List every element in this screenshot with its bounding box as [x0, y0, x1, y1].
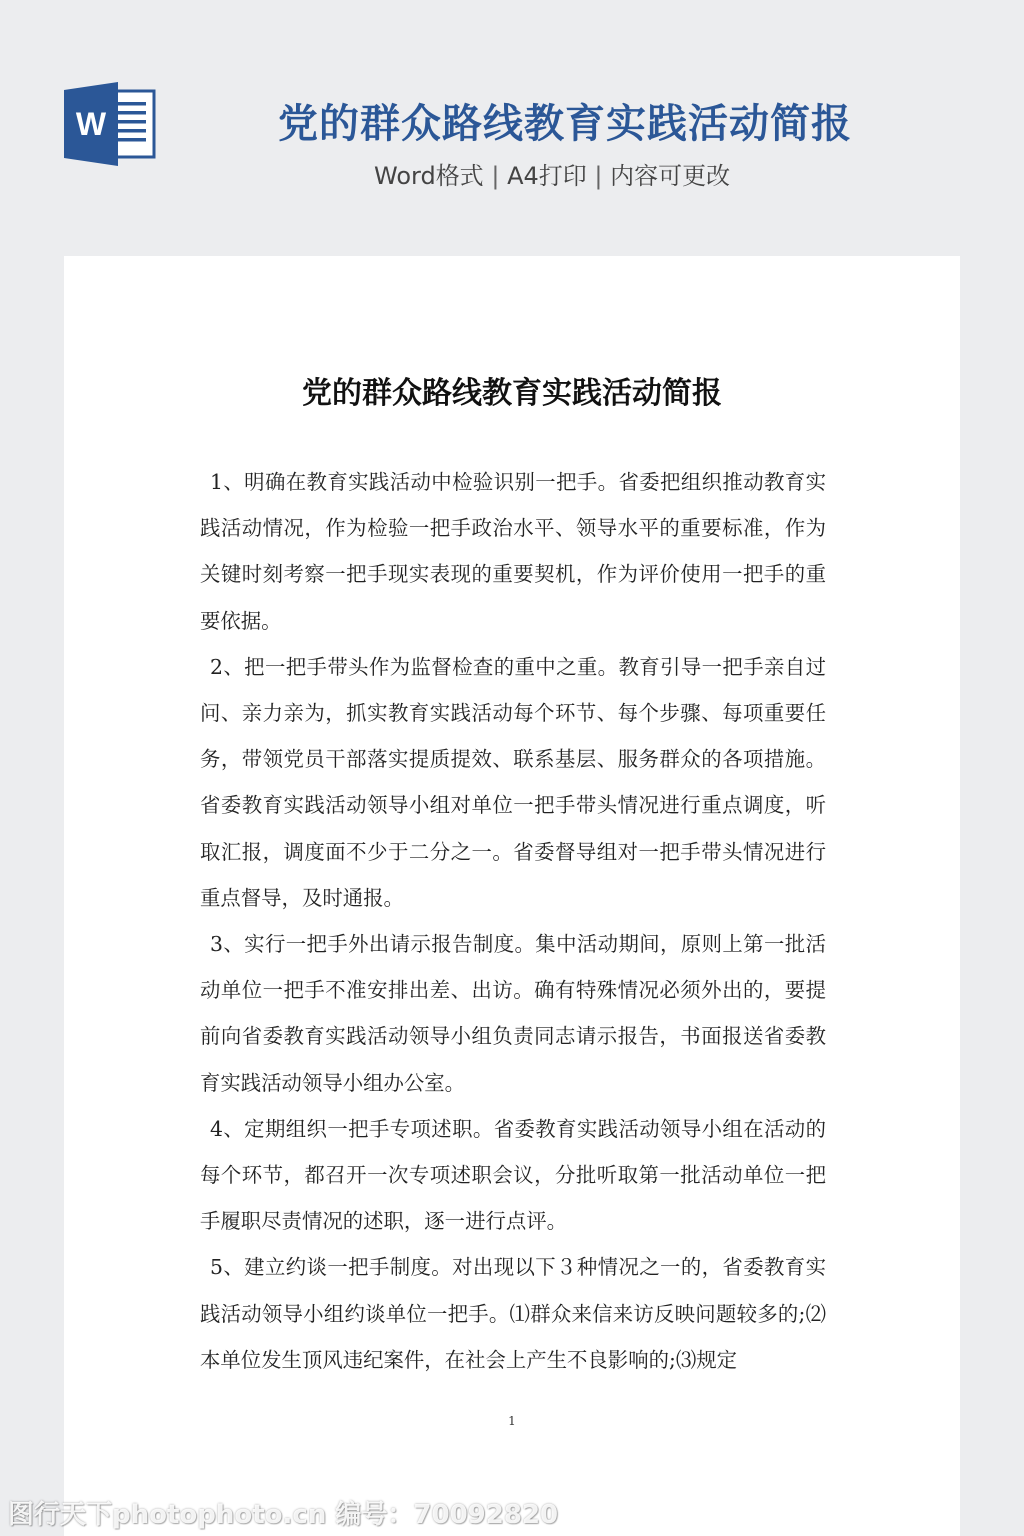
page-number: 1 — [508, 1414, 516, 1428]
banner-subtitle — [374, 156, 730, 191]
document-title: 党的群众路线教育实践活动简报 — [302, 376, 722, 411]
document-body — [200, 459, 826, 1383]
subtitle-format: Word格式 — [374, 162, 484, 190]
document-page — [64, 256, 960, 1536]
paragraph-1: 1、明确在教育实践活动中检验识别一把手。省委把组织推动教育实践活动情况，作为检验一把手政治水平、领导水平的重要标准，作为关键时刻考察一把手现实表现的重要契机，作为评价使用一把手的重要依据。 — [200, 470, 826, 633]
banner-title: 党的群众路线教育实践活动简报 — [278, 101, 852, 147]
paragraph-5: 5、建立约谈一把手制度。对出现以下３种情况之一的，省委教育实践活动领导小组约谈单位一把手。⑴群众来信来访反映问题较多的;⑵本单位发生顶风违纪案件，在社会上产生不良影响的;⑶规定 — [200, 1255, 826, 1372]
subtitle-print: A4打印 — [507, 162, 587, 190]
paragraph-2: 2、把一把手带头作为监督检查的重中之重。教育引导一把手亲自过问、亲力亲为，抓实教育实践活动每个环节、每个步骤、每项重要任务，带领党员干部落实提质提效、联系基层、服务群众的各项措施。省委教育实践活动领导小组对单位一把手带头情况进行重点调度，听取汇报，调度面不少于二分之一。省委督导组对一把手带头情况进行重点督导，及时通报。 — [200, 654, 826, 910]
word-icon — [64, 82, 156, 166]
watermark: 图行天下photophoto.cn 编号：70092820 — [8, 1500, 559, 1530]
paragraph-3: 3、实行一把手外出请示报告制度。集中活动期间，原则上第一批活动单位一把手不准安排出差、出访。确有特殊情况必须外出的，要提前向省委教育实践活动领导小组负责同志请示报告，书面报送省委教育实践活动领导小组办公室。 — [200, 932, 826, 1095]
subtitle-separator: | — [491, 162, 500, 190]
subtitle-editable: 内容可更改 — [610, 162, 731, 190]
subtitle-separator: | — [594, 162, 603, 190]
paragraph-4: 4、定期组织一把手专项述职。省委教育实践活动领导小组在活动的每个环节，都召开一次专项述职会议，分批听取第一批活动单位一把手履职尽责情况的述职，逐一进行点评。 — [200, 1116, 826, 1234]
word-icon-letter: W — [75, 106, 107, 142]
